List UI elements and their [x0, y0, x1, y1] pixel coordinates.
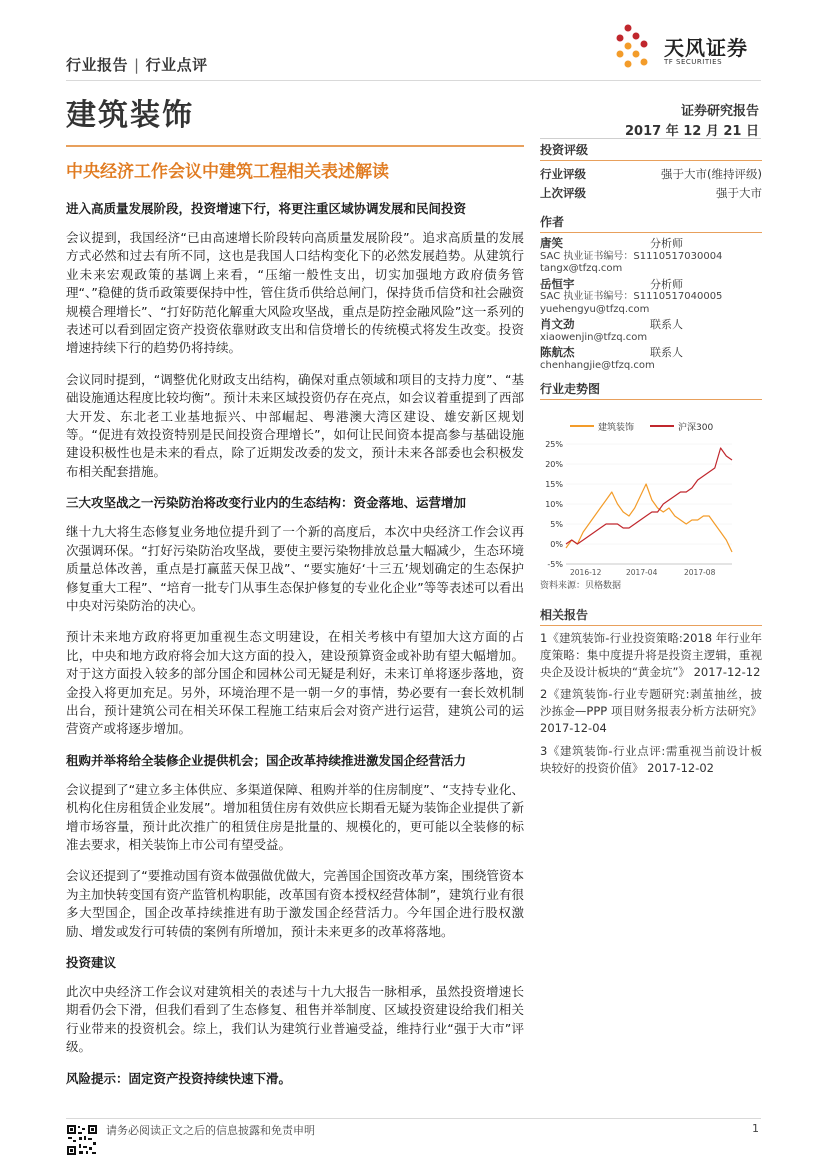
rating-heading: 投资评级 [540, 141, 762, 161]
paragraph-5: 会议提到了“建立多主体供应、多渠道保障、租购并举的住房制度”、“支持专业化、机构化住房租赁企业发展”。增加租赁住房有效供应长期看无疑为装饰企业提供了新增市场容量，预计此次推广的租赁住房是批量的、规模化的，更可能以全装修的标准去要求，相关装饰上市公司有望受益。 [66, 781, 524, 852]
trend-chart-svg [540, 404, 762, 576]
author-entry [540, 237, 762, 276]
author-cert: SAC 执业证书编号：S1110517040005 [540, 291, 723, 302]
report-title: 中央经济工作会议中建筑工程相关表述解读 [66, 162, 389, 182]
author-role: 联系人 [650, 346, 683, 359]
rating-label: 行业评级 [540, 167, 586, 181]
doc-type: 证券研究报告 [680, 104, 759, 119]
industry-name: 建筑装饰 [66, 98, 194, 133]
rating-row [540, 165, 762, 184]
x-tick-label: 2017-04 [626, 568, 658, 576]
prev-rating-value: 强于大市 [716, 186, 762, 200]
y-tick-label: 0% [550, 540, 563, 549]
author-email[interactable]: chenhangjie@tfzq.com [540, 359, 655, 371]
related-report[interactable]: 3《建筑装饰-行业点评:需重视当前设计板块较好的投资价值》 2017-12-02 [540, 743, 762, 775]
rating-value: 强于大市(维持评级) [661, 167, 762, 181]
title-divider [66, 145, 524, 147]
author-entry [540, 278, 762, 317]
section-heading-3: 租购并举将给全装修企业提供机会；国企改革持续推进激发国企经营活力 [66, 752, 467, 768]
author-role: 分析师 [650, 277, 683, 291]
author-name: 唐笑 [540, 236, 563, 250]
risk-warning: 风险提示：固定资产投资持续快速下滑。 [66, 1070, 292, 1086]
author-name: 肖文劲 [540, 317, 575, 331]
footer-divider [66, 1118, 761, 1119]
related-heading: 相关报告 [540, 606, 762, 626]
main-content [66, 200, 524, 1099]
author-name: 陈航杰 [540, 345, 575, 359]
category-separator: | [134, 56, 140, 74]
report-category [66, 54, 208, 75]
paragraph-6: 会议还提到了“要推动国有资本做强做优做大，完善国企国资改革方案，围绕管资本为主加快转变国有资产监管机构职能，改革国有资本授权经营体制”，建筑行业有很多大型国企，国企改革持续推进有助于激发国企经营活力。今年国企进行股权激励、增发或发行可转债的案例有所增加，预计未来更多的改革将落地。 [66, 868, 524, 939]
page-number: 1 [752, 1122, 759, 1135]
subcategory-label: 行业点评 [145, 56, 208, 74]
prev-rating-label: 上次评级 [540, 186, 586, 200]
trend-chart [540, 404, 762, 576]
section-heading-4: 投资建议 [66, 955, 117, 970]
y-tick-label: -5% [547, 560, 563, 569]
series-line [566, 484, 732, 552]
category-label: 行业报告 [66, 56, 129, 74]
y-tick-label: 5% [550, 520, 563, 529]
author-email[interactable]: xiaowenjin@tfzq.com [540, 331, 648, 343]
qr-code-icon [66, 1124, 98, 1156]
author-entry [540, 318, 762, 344]
x-tick-label: 2017-08 [684, 568, 716, 576]
header-divider [66, 80, 761, 81]
y-tick-label: 10% [545, 500, 563, 509]
trend-heading: 行业走势图 [540, 380, 762, 400]
related-report[interactable]: 2《建筑装饰-行业专题研究:剥茧抽丝，披沙拣金—PPP 项目财务报表分析方法研究》 2017-12-04 [540, 687, 762, 735]
paragraph-3: 继十九大将生态修复业务地位提升到了一个新的高度后，本次中央经济工作会议再次强调环保。“打好污染防治攻坚战，要使主要污染物排放总量大幅减少，生态环境质量总体改善，重点是打赢蓝天保卫战”、“要实施好‘十三五’规划确定的生态保护修复重大工程”、“培育一批专门从事生态保护修复的专业化企业”等等表述可以看出中央对污染防治的决心。 [66, 524, 524, 613]
logo-text: 天风证券 [664, 36, 748, 60]
y-tick-label: 20% [545, 460, 563, 469]
section-heading-2: 三大攻坚战之一污染防治将改变行业内的生态结构：资金落地、运营增加 [66, 495, 467, 511]
paragraph-7: 此次中央经济工作会议对建筑相关的表述与十九大报告一脉相承，虽然投资增速长期看仍会下滑，但我们看到了生态修复、租售并举制度、区域投资建设给我们相关行业带来的投资机会。综上，我们认为建筑行业普遍受益，维持行业“强于大市”评级。 [66, 984, 524, 1055]
author-cert: SAC 执业证书编号：S1110517030004 [540, 250, 723, 262]
legend-label: 建筑装饰 [598, 423, 635, 433]
disclaimer-note: 请务必阅读正文之后的信息披露和免责申明 [106, 1124, 315, 1137]
y-tick-label: 15% [545, 480, 563, 489]
authors-panel [540, 213, 762, 374]
author-entry [540, 346, 762, 372]
author-email[interactable]: tangx@tfzq.com [540, 263, 623, 274]
related-report[interactable]: 1《建筑装饰-行业投资策略:2018 年行业年度策略：集中度提升将是投资主逻辑，重视央企及设计板块的“黄金坑”》 2017-12-12 [540, 631, 762, 679]
series-line [566, 448, 732, 544]
y-tick-label: 25% [545, 440, 563, 449]
rating-panel [540, 141, 762, 203]
author-role: 分析师 [650, 237, 683, 250]
author-role: 联系人 [650, 318, 683, 331]
trend-panel [540, 380, 762, 591]
doc-date: 2017 年 12 月 21 日 [625, 124, 759, 139]
paragraph-2: 会议同时提到，“调整优化财政支出结构，确保对重点领域和项目的支持力度”、“基础设施通达程度比较均衡”。预计未来区域投资仍存在亮点，如会议着重提到了西部大开发、东北老工业基地振兴、中部崛起、粤港澳大湾区建设、雄安新区规划等。“促进有效投资特别是民间投资合理增长”，如何让民间资本提高参与基础设施建设积极性也是未来的看点，除了近期发改委的发文，预计未来各部委也会积极发布相关配套措施。 [66, 371, 524, 479]
legend-label: 沪深300 [678, 423, 714, 433]
logo-subtext: TF SECURITIES [664, 58, 723, 66]
chart-source: 资料来源：贝格数据 [540, 581, 622, 591]
author-email[interactable]: yuehengyu@tfzq.com [540, 303, 650, 315]
side-divider [540, 138, 761, 139]
author-name: 岳恒宇 [540, 276, 575, 291]
paragraph-1: 会议提到，我国经济“已由高速增长阶段转向高质量发展阶段”。追求高质量的发展方式必然和过去有所不同，这也是我国人口结构变化下的必然发展趋势。从建筑行业未来宏观政策的基调上来看，“压缩一般性支出，切实加强地方政府债务管理“、”稳健的货币政策要保持中性，管住货币供给总闸门，保持货币信贷和社会融资规模合理增长”、“打好防范化解重大风险攻坚战，重点是防控金融风险”这一系列的表述可以看到固定资产投资依靠财政支出和信贷增长的传统模式将发生改变。投资增速持续下行的趋势仍将持续。 [66, 230, 524, 356]
section-heading-1: 进入高质量发展阶段，投资增速下行，将更注重区域协调发展和民间投资 [66, 201, 467, 216]
paragraph-4: 预计未来地方政府将更加重视生态文明建设，在相关考核中有望加大这方面的占比，中央和地方政府将会加大这方面的投入，建设预算资金或补助有望大幅增加。对于这方面投入较多的部分国企和园林公司无疑是利好，未来订单将逐步落地，资金投入将更加充足。另外，环境治理不是一朝一夕的事情，势必要有一套长效机制出台，预计建筑公司在相关环保工程施工结束后会对资产进行运营，建筑公司的运营资产或将逐步增加。 [66, 629, 524, 737]
prev-rating-row [540, 184, 762, 203]
related-panel [540, 606, 762, 782]
x-tick-label: 2016-12 [570, 568, 602, 576]
authors-heading: 作者 [540, 213, 762, 233]
